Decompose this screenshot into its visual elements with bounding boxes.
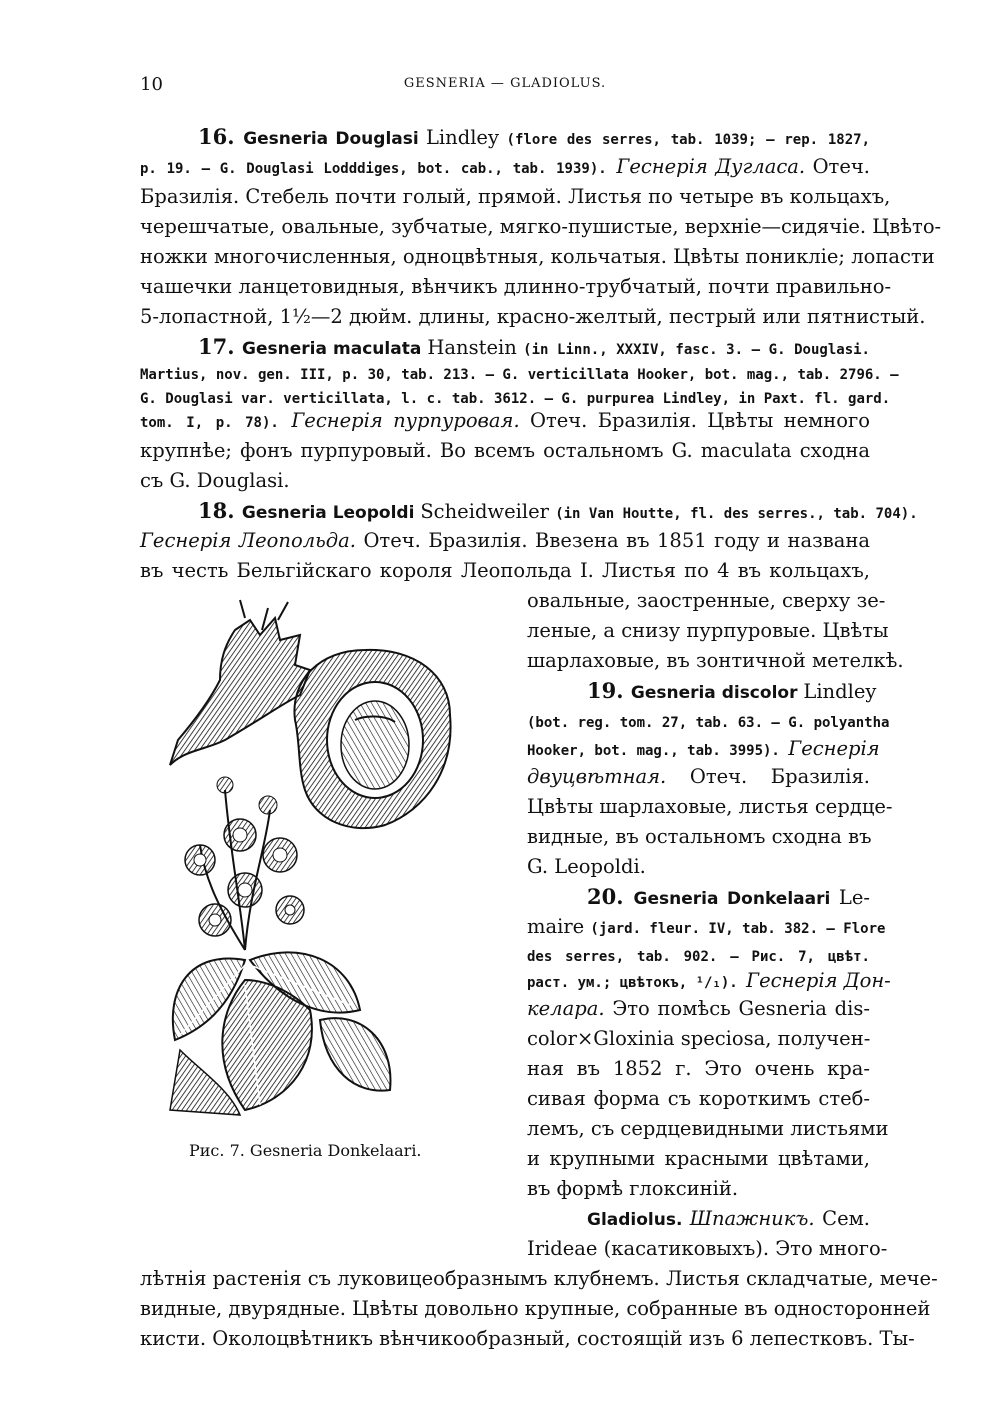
text-line: шарлаховые, въ зонтичной метелкѣ. bbox=[527, 649, 904, 672]
text-line: видные, въ остальномъ сходна въ bbox=[527, 825, 872, 848]
page-number: 10 bbox=[140, 74, 163, 95]
figure-gesneria-donkelaari bbox=[150, 590, 510, 1130]
text-line: color×Gloxinia speciosa, получен- bbox=[527, 1027, 871, 1050]
text-line: Бразилія. Стебель почти голый, прямой. Листья по четыре въ кольцахъ, bbox=[140, 185, 891, 208]
text-line: 20. Gesneria Donkelaari Le- bbox=[587, 884, 870, 909]
text-line: Цвѣты шарлаховые, листья сердце- bbox=[527, 795, 893, 818]
text-line: въ честь Бельгійскаго короля Леопольда I. Листья по 4 въ кольцахъ, bbox=[140, 559, 870, 582]
text-line: 18. Gesneria Leopoldi Scheidweiler (in Van Houtte, fl. des serres., tab. 704). bbox=[198, 498, 918, 523]
text-line: крупнѣе; фонъ пурпуровый. Во всемъ остальномъ G. maculata сходна bbox=[140, 439, 870, 462]
text-line: Геснерія Леопольда. Отеч. Бразилія. Ввезена въ 1851 году и названа bbox=[140, 529, 871, 552]
text-line: (bot. reg. tom. 27, tab. 63. — G. polyantha bbox=[527, 715, 890, 731]
text-line: ножки многочисленныя, одноцвѣтныя, кольчатыя. Цвѣты поникліе; лопасти bbox=[140, 245, 935, 268]
text-line: и крупными красными цвѣтами, bbox=[527, 1147, 870, 1170]
text-line: овальные, заостренные, сверху зе- bbox=[527, 589, 886, 612]
text-line: Hooker, bot. mag., tab. 3995). Геснерія bbox=[527, 737, 880, 760]
text-line: въ формѣ глоксиній. bbox=[527, 1177, 739, 1200]
text-line: p. 19. — G. Douglasi Lodddiges, bot. cab., tab. 1939). Геснерія Дугласа. Отеч. bbox=[140, 155, 870, 178]
text-line: 19. Gesneria discolor Lindley bbox=[587, 678, 877, 703]
text-line: 17. Gesneria maculata Hanstein (in Linn., XXXIV, fasc. 3. — G. Douglasi. bbox=[198, 334, 870, 359]
text-line: раст. ум.; цвѣтокъ, ¹/₁). Геснерія Дон- bbox=[527, 969, 891, 992]
text-line: видные, двурядные. Цвѣты довольно крупные, собранные въ односторонней bbox=[140, 1297, 931, 1320]
figure-caption: Рис. 7. Gesneria Donkelaari. bbox=[189, 1141, 422, 1160]
running-head: GESNERIA — GLADIOLUS. bbox=[403, 76, 607, 91]
text-line: леные, а снизу пурпуровые. Цвѣты bbox=[527, 619, 889, 642]
text-line: черешчатые, овальные, зубчатые, мягко-пушистые, верхніе—сидячіе. Цвѣто- bbox=[140, 215, 942, 238]
text-line: двуцвѣтная. Отеч. Бразилія. bbox=[527, 765, 870, 788]
text-line: лѣтнія растенія съ луковицеобразнымъ клубнемъ. Листья складчатые, мече- bbox=[140, 1267, 938, 1290]
text-line: ная въ 1852 г. Это очень кра- bbox=[527, 1057, 870, 1080]
text-line: съ G. Douglasi. bbox=[140, 469, 290, 492]
large-flower bbox=[170, 600, 451, 828]
text-line: des serres, tab. 902. — Рис. 7, цвѣт. bbox=[527, 949, 870, 965]
text-line: tom. I, p. 78). Геснерія пурпуровая. Отеч. Бразилія. Цвѣты немного bbox=[140, 409, 871, 432]
text-line: 16. Gesneria Douglasi Lindley (flore des serres, tab. 1039; — rep. 1827, bbox=[198, 124, 870, 149]
text-line: G. Leopoldi. bbox=[527, 855, 646, 878]
text-line: келара. Это помѣсь Gesneria dis- bbox=[527, 997, 870, 1020]
text-line: Martius, nov. gen. III, p. 30, tab. 213. — G. verticillata Hooker, bot. mag., tab. 2796. — bbox=[140, 367, 899, 383]
text-line: кисти. Околоцвѣтникъ вѣнчикообразный, состоящій изъ 6 лепестковъ. Ты- bbox=[140, 1327, 915, 1350]
text-line: 5-лопастной, 1½—2 дюйм. длины, красно-желтый, пестрый или пятнистый. bbox=[140, 305, 926, 328]
text-line: maire (jard. fleur. IV, tab. 382. — Flore bbox=[527, 915, 886, 938]
text-line: лемъ, съ сердцевидными листьями bbox=[527, 1117, 889, 1140]
text-line: G. Douglasi var. verticillata, l. c. tab. 3612. — G. purpurea Lindley, in Paxt. fl. gard. bbox=[140, 391, 891, 407]
text-line: чашечки ланцетовидныя, вѣнчикъ длинно-трубчатый, почти правильно- bbox=[140, 275, 892, 298]
page-header bbox=[140, 74, 870, 98]
engraving-illustration bbox=[150, 590, 510, 1130]
text-line: Irideae (касатиковыхъ). Это много- bbox=[527, 1237, 888, 1260]
text-line: Gladiolus. Шпажникъ. Сем. bbox=[587, 1207, 870, 1230]
text-line: сивая форма съ короткимъ стеб- bbox=[527, 1087, 870, 1110]
